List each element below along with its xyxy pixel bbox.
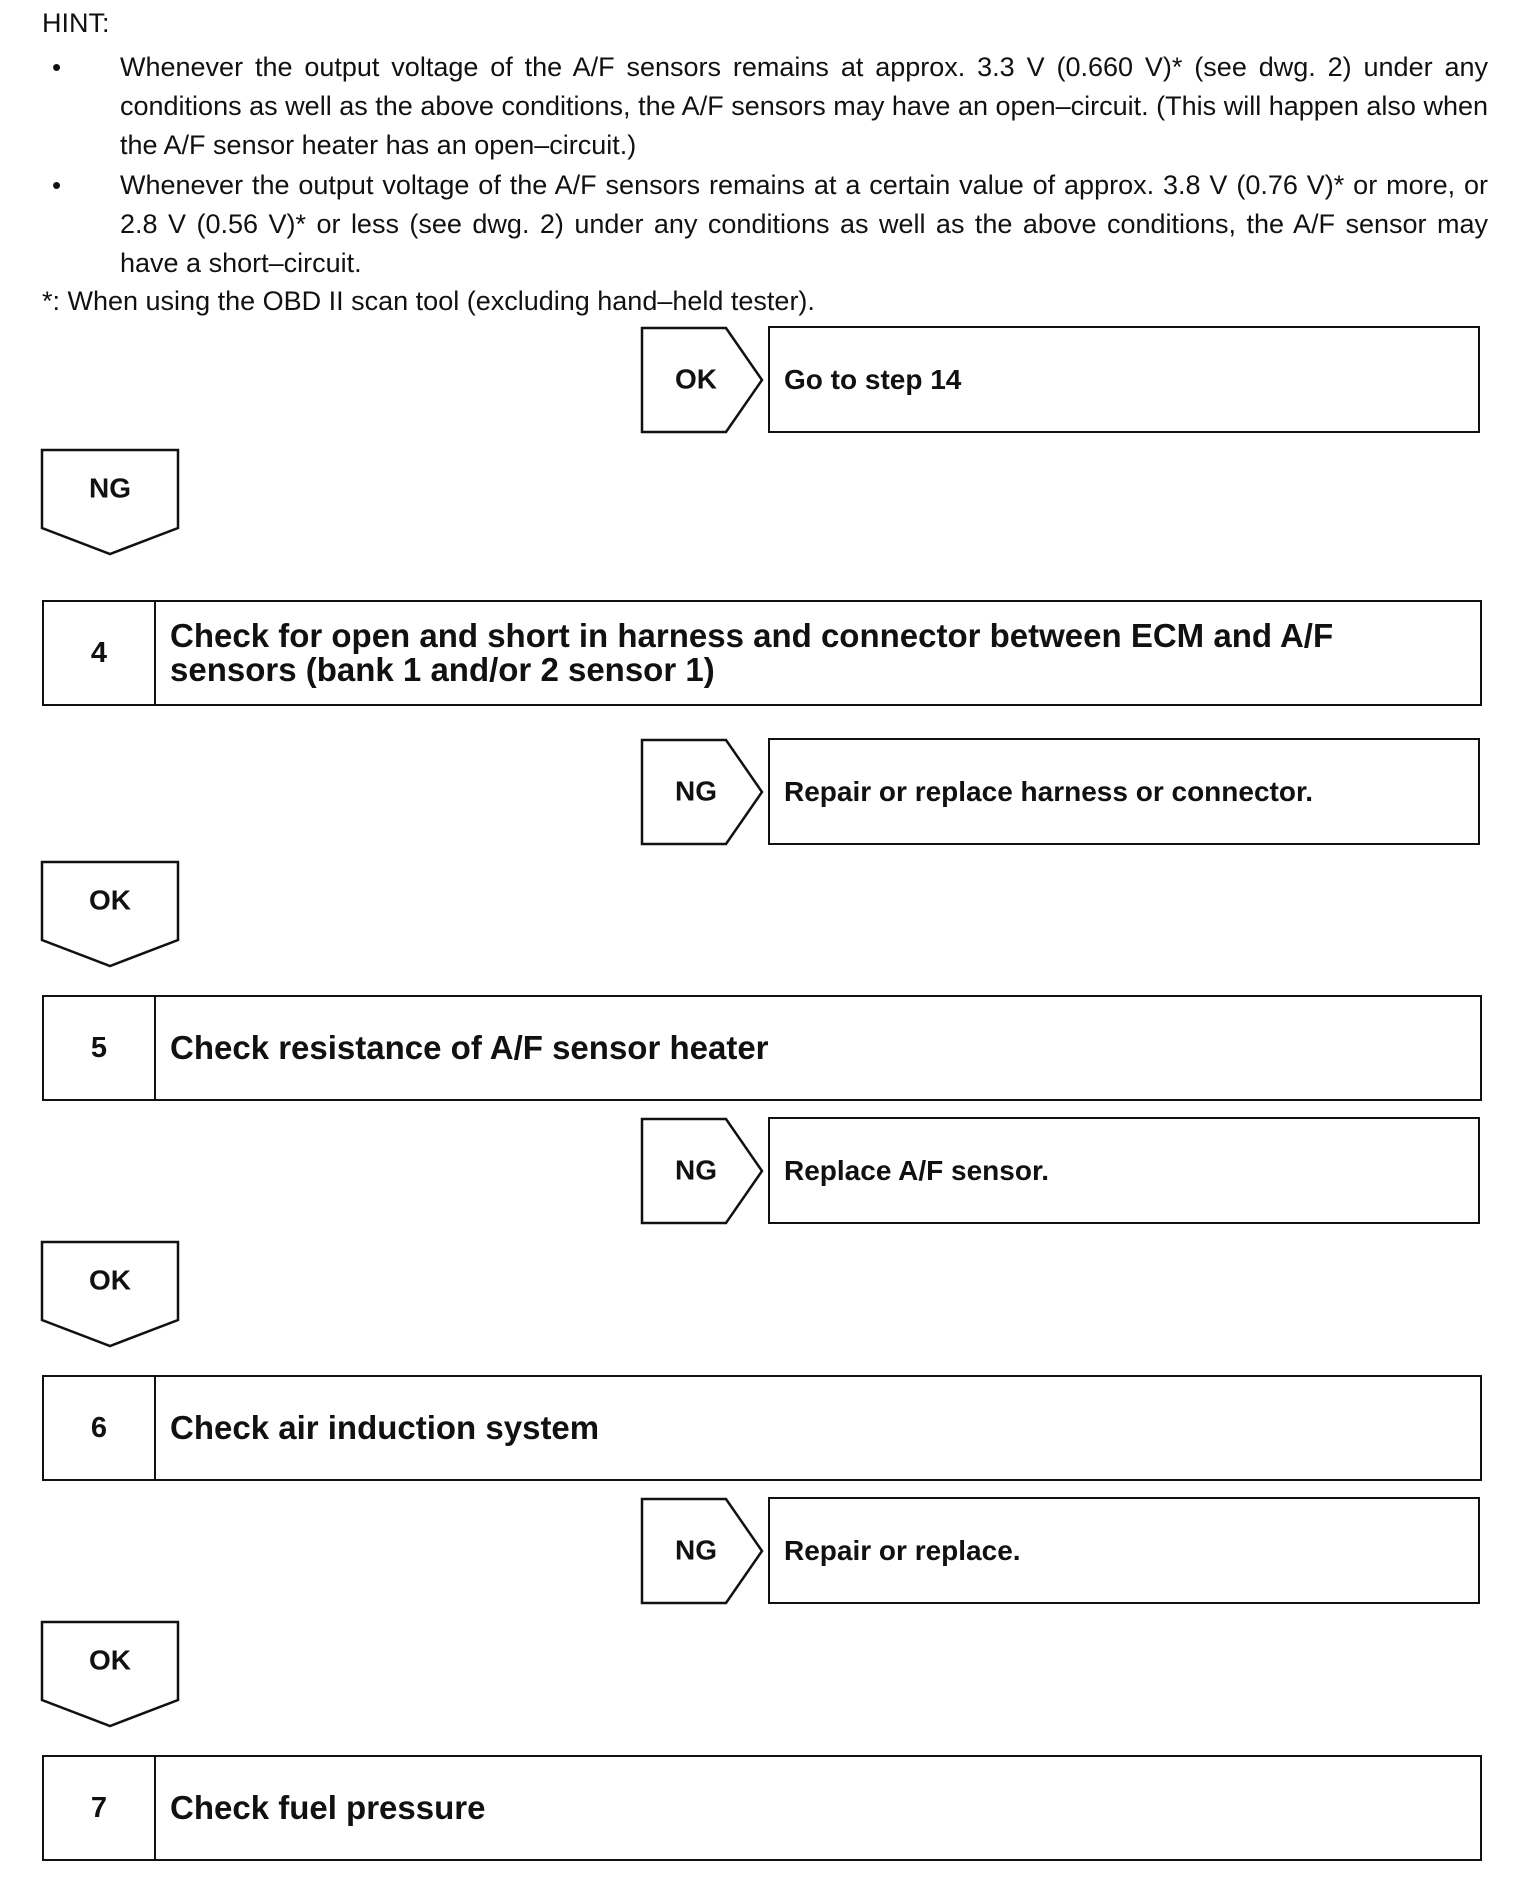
bullet-dot: • [52,52,62,82]
step-title: Check resistance of A/F sensor heater [170,1029,769,1066]
go-to-step-14-text: Go to step 14 [784,363,962,395]
hint-footnote: *: When using the OBD II scan tool (excluding hand–held tester). [42,286,815,316]
ok-down-arrow [40,1620,182,1730]
replace-sensor-text: Replace A/F sensor. [784,1154,1050,1186]
step-5-box [42,995,1482,1101]
ng-side-label: NG [675,1154,717,1186]
repair-harness-box [768,738,1480,845]
ok-down-label: OK [89,884,131,916]
ok-side-label: OK [675,363,717,395]
step-title: Check fuel pressure [170,1789,486,1826]
step-title: Check air induction system [170,1409,600,1446]
ok-down-label: OK [89,1264,131,1296]
ng-side-arrow [640,738,766,846]
ng-side-arrow [640,1497,766,1605]
step-4-box [42,600,1482,706]
hint-bullet-1: Whenever the output voltage of the A/F sensors remains at approx. 3.3 V (0.660 V)* (see dwg. 2) under any conditions as well as the above conditions, the A/F sensors may have an open–circuit. (This will happen also when the A/F sensor heater has an open–circuit.) [120,52,1488,160]
repair-harness-text: Repair or replace harness or connector. [784,775,1314,807]
ok-down-label: OK [89,1644,131,1676]
step-number: 4 [44,602,156,704]
step-number: 7 [44,1757,156,1859]
ng-down-arrow [40,448,182,558]
step-number: 5 [44,997,156,1099]
bullet-dot: • [52,170,62,200]
ng-down-label: NG [89,472,131,504]
ng-side-label: NG [675,1534,717,1566]
step-6-box [42,1375,1482,1481]
repair-replace-text: Repair or replace. [784,1534,1021,1566]
ok-side-arrow [640,326,766,434]
ok-down-arrow [40,860,182,970]
ng-side-arrow [640,1117,766,1225]
repair-replace-box [768,1497,1480,1604]
hint-title: HINT: [42,8,110,38]
step-title: Check for open and short in harness and connector between ECM and A/F sensors (bank 1 and/or 2 sensor 1) [170,617,1334,688]
step-7-box [42,1755,1482,1861]
replace-sensor-box [768,1117,1480,1224]
step-number: 6 [44,1377,156,1479]
go-to-step-14-box [768,326,1480,433]
ng-side-label: NG [675,775,717,807]
ok-down-arrow [40,1240,182,1350]
hint-bullet-2: Whenever the output voltage of the A/F sensors remains at a certain value of approx. 3.8 V (0.76 V)* or more, or 2.8 V (0.56 V)* or less (see dwg. 2) under any conditions as well as the above conditions, the A/F sensor may have a short–circuit. [120,170,1488,278]
